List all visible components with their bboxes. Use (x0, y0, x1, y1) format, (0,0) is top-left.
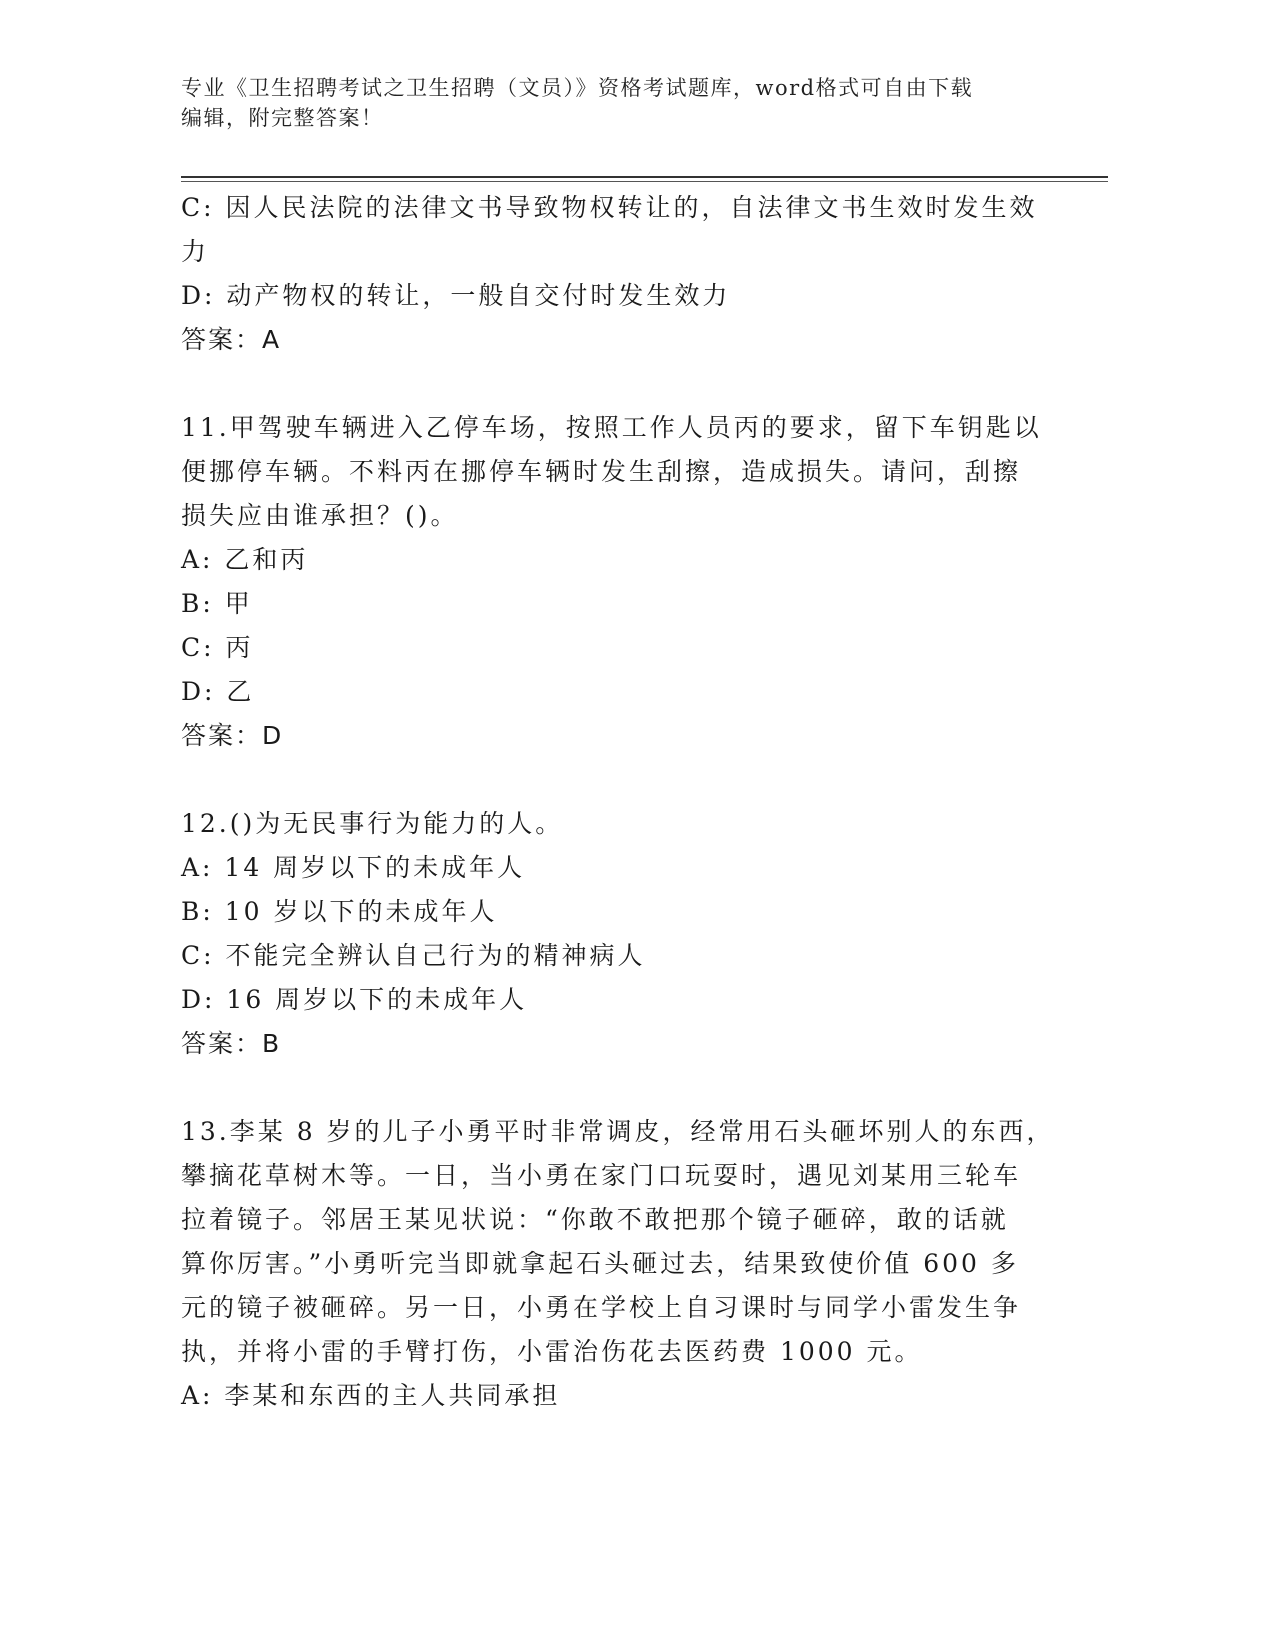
question-10-block (181, 186, 1061, 362)
question-13-block (181, 1110, 1061, 1418)
spacer (181, 758, 1061, 802)
q13-stem-line-2: 攀摘花草树木等。一日，当小勇在家门口玩耍时，遇见刘某用三轮车 (181, 1161, 1022, 1190)
q10-option-c-line-1: C: 因人民法院的法律文书导致物权转让的，自法律文书生效时发生效 (181, 193, 1038, 222)
spacer (181, 362, 1061, 406)
q12-answer: 答案：B (181, 1029, 282, 1058)
header-divider-thin (181, 181, 1108, 182)
q12-option-c: C: 不能完全辨认自己行为的精神病人 (181, 941, 646, 970)
q13-stem-line-5: 元的镜子被砸碎。另一日，小勇在学校上自习课时与同学小雷发生争 (181, 1293, 1022, 1322)
q11-answer: 答案：D (181, 721, 284, 750)
q11-stem-line-1: 11.甲驾驶车辆进入乙停车场，按照工作人员丙的要求，留下车钥匙以 (181, 413, 1042, 442)
q11-option-b: B: 甲 (181, 589, 253, 618)
header-line-2: 编辑，附完整答案！ (181, 106, 384, 130)
q13-stem-line-6: 执，并将小雷的手臂打伤，小雷治伤花去医药费 1000 元。 (181, 1337, 923, 1366)
q11-option-c: C: 丙 (181, 633, 254, 662)
header-line-1: 专业《卫生招聘考试之卫生招聘（文员）》资格考试题库，word格式可自由下载 (181, 76, 974, 100)
q12-option-d: D: 16 周岁以下的未成年人 (181, 985, 528, 1014)
q11-stem-line-2: 便挪停车辆。不料丙在挪停车辆时发生刮擦，造成损失。请问，刮擦 (181, 457, 1022, 486)
question-12-block (181, 802, 1061, 1066)
spacer (181, 1066, 1061, 1110)
q10-option-c-line-2: 力 (181, 237, 210, 266)
question-content (181, 186, 1061, 1418)
q11-option-d: D: 乙 (181, 677, 255, 706)
header-divider-thick (181, 176, 1108, 178)
q12-option-b: B: 10 岁以下的未成年人 (181, 897, 498, 926)
q11-option-a: A: 乙和丙 (181, 545, 309, 574)
page-header (181, 73, 1041, 133)
q11-stem-line-3: 损失应由谁承担？()。 (181, 501, 459, 530)
q12-stem-line-1: 12.()为无民事行为能力的人。 (181, 809, 564, 838)
q13-stem-line-1: 13.李某 8 岁的儿子小勇平时非常调皮，经常用石头砸坏别人的东西， (181, 1117, 1055, 1146)
question-11-block (181, 406, 1061, 758)
q10-answer: 答案：A (181, 325, 282, 354)
q10-option-d: D: 动产物权的转让，一般自交付时发生效力 (181, 281, 731, 310)
q13-option-a: A: 李某和东西的主人共同承担 (181, 1381, 561, 1410)
q13-stem-line-4: 算你厉害。”小勇听完当即就拿起石头砸过去，结果致使价值 600 多 (181, 1249, 1019, 1278)
q13-stem-line-3: 拉着镜子。邻居王某见状说：“你敢不敢把那个镜子砸碎，敢的话就 (181, 1205, 1009, 1234)
q12-option-a: A: 14 周岁以下的未成年人 (181, 853, 526, 882)
